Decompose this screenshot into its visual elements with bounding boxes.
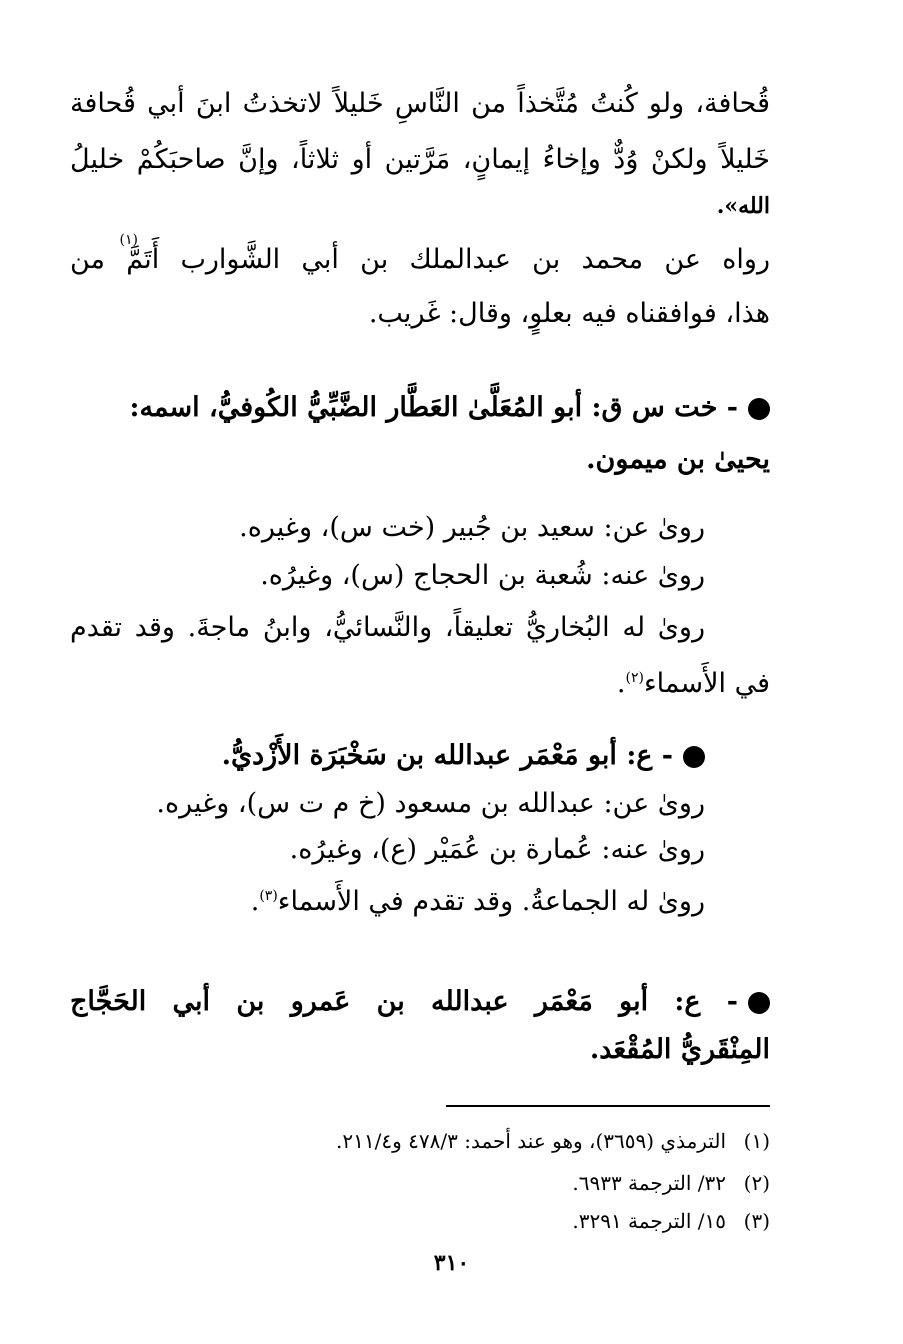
entry2-rawa-lahu: [251, 876, 705, 922]
paragraph1-line3: الله».: [716, 193, 770, 219]
footnote-ref-3: (٣): [259, 888, 278, 904]
footnote-separator: [446, 1105, 770, 1107]
footnote-number: (١): [743, 1129, 770, 1153]
entry2-rawa-anhu: روىٰ عنه: عُمارة بن عُمَيْر (ع)، وغيرُه.: [289, 834, 705, 865]
entry1-heading-line1: [70, 388, 770, 428]
bullet-icon: [683, 746, 705, 768]
entry1-rawa-anhu: روىٰ عنه: شُعبة بن الحجاج (س)، وغيرُه.: [260, 560, 705, 591]
paragraph1-line1: قُحافة، ولو كُنتُ مُتَّخذاً من النَّاسِ خَليلاً لاتخذتُ ابنَ أبي قُحافة: [70, 88, 770, 119]
paragraph1-line4-text: رواه عن محمد بن عبدالملك بن أبي الشَّوارب أَتَمَّ من: [70, 244, 770, 275]
footnote-text: ٣٢/ الترجمة ٦٩٣٣.: [572, 1171, 726, 1195]
paragraph1-line4: [70, 240, 770, 280]
footnote-number: (٣): [743, 1209, 770, 1233]
entry1-rawa-lahu-line2-end: .: [616, 668, 626, 699]
entry2-rawa-an: روىٰ عن: عبدالله بن مسعود (خ م ت س)، وغيره.: [156, 788, 705, 819]
page-number: ٣١٠: [433, 1250, 470, 1276]
entry3-heading-line2: المِنْقَريُّ المُقْعَد.: [589, 1034, 770, 1065]
footnote-number: (٢): [743, 1171, 770, 1195]
footnote-ref-2: (٢): [625, 670, 644, 686]
entry1-rawa-lahu-line2: [617, 658, 770, 704]
entry1-rawa-an: روىٰ عن: سعيد بن جُبير (خت س)، وغيره.: [239, 512, 705, 543]
footnote-text: ١٥/ الترجمة ٣٢٩١.: [572, 1209, 726, 1233]
footnote-2: [572, 1168, 770, 1198]
entry1-rawa-lahu-line2-text: في الأَسماء: [643, 668, 770, 699]
entry3-heading-line1: [70, 982, 770, 1022]
footnote-1: [336, 1126, 770, 1156]
entry3-heading-text: - ع: أبو مَعْمَر عبدالله بن عَمرو بن أبي الحَجَّاج: [70, 986, 738, 1017]
footnote-ref-1: (١): [119, 232, 138, 248]
entry1-heading-text: - خت س ق: أبو المُعَلَّىٰ العَطَّار الضَّبِّيُّ الكُوفيُّ، اسمه:: [129, 392, 738, 423]
entry1-rawa-lahu-line1: روىٰ له البُخاريُّ تعليقاً، والنَّسائيُّ، وابنُ ماجةَ. وقد تقدم: [70, 612, 705, 643]
footnote-text: الترمذي (٣٦٥٩)، وهو عند أحمد: ٤٧٨/٣ و٢١١/٤.: [336, 1129, 726, 1153]
entry1-heading-line2: يحيىٰ بن ميمون.: [586, 444, 770, 475]
paragraph1-line2: خَليلاً ولكنْ وُدٌّ وإخاءُ إيمانٍ، مَرَّتين أو ثلاثاً، وإنَّ صاحبَكُمْ خليلُ: [70, 144, 770, 175]
entry2-rawa-lahu-end: .: [250, 886, 260, 917]
entry2-heading: [222, 736, 705, 776]
entry2-rawa-lahu-text: روىٰ له الجماعةُ. وقد تقدم في الأَسماء: [277, 886, 705, 917]
footnote-3: [572, 1206, 770, 1236]
entry2-heading-text: - ع: أبو مَعْمَر عبدالله بن سَخْبَرَة الأَزْديُّ.: [221, 740, 673, 771]
bullet-icon: [748, 398, 770, 420]
paragraph1-line5: هذا، فوافقناه فيه بعلوٍ، وقال: غَريب.: [368, 298, 770, 329]
bullet-icon: [748, 992, 770, 1014]
